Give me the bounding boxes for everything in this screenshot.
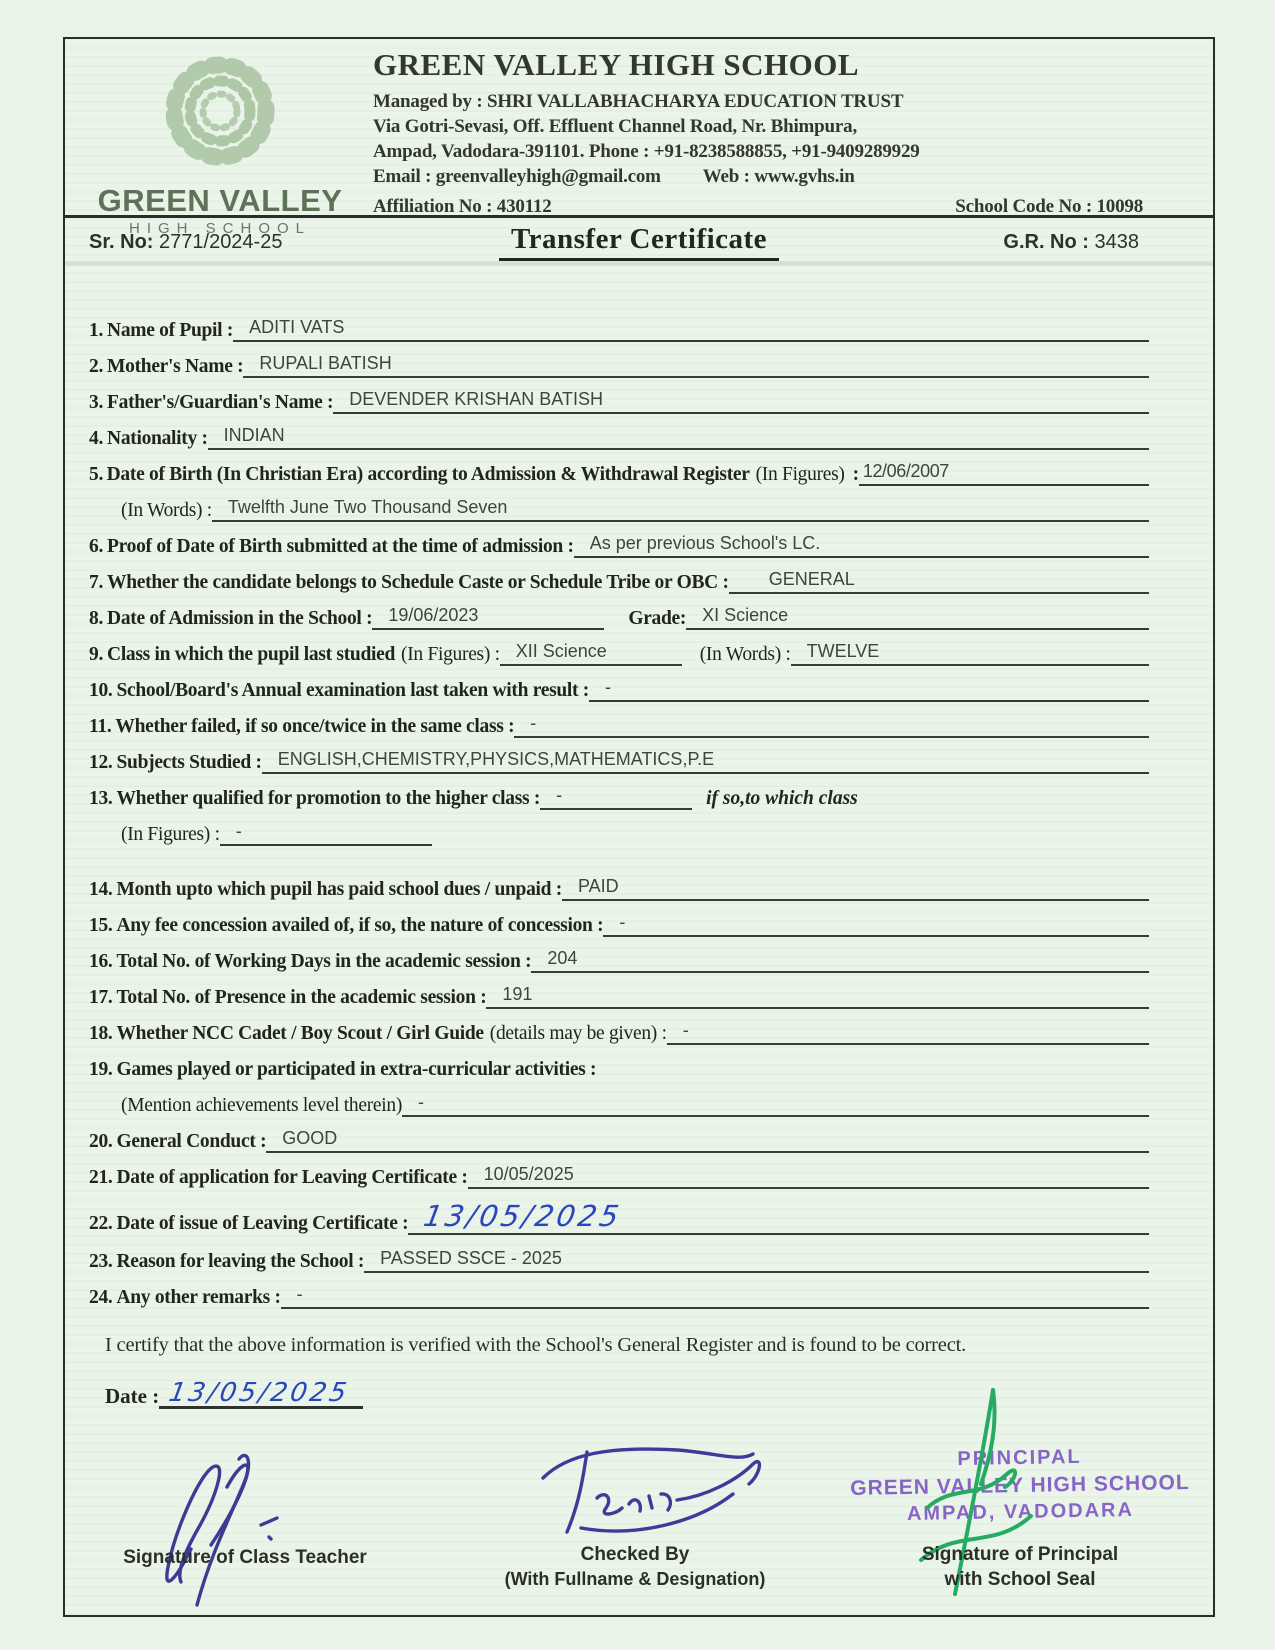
- nationality-value: INDIAN: [208, 425, 1149, 450]
- dob-figures-value: 12/06/2007: [859, 461, 1149, 486]
- field-achievements: (Mention achievements level therein) -: [65, 1093, 1213, 1117]
- header-divider: [65, 215, 1213, 218]
- field-presence-days: 17. Total No. of Presence in the academic session : 191: [65, 985, 1213, 1009]
- title-row: [65, 223, 1213, 261]
- class-words-value: TWELVE: [791, 641, 1149, 666]
- field-fee-concession: 15. Any fee concession availed of, if so, the nature of concession : -: [65, 913, 1213, 937]
- field-reason-leaving: 23. Reason for leaving the School : PASSED SSCE - 2025: [65, 1249, 1213, 1273]
- certificate-page: [63, 37, 1215, 1617]
- field-father-name: 3. Father's/Guardian's Name : DEVENDER KRISHAN BATISH: [65, 390, 1213, 414]
- achievements-value: -: [402, 1092, 1149, 1117]
- field-last-examination: 10. School/Board's Annual examination last taken with result : -: [65, 678, 1213, 702]
- last-exam-value: -: [589, 677, 1149, 702]
- application-date-value: 10/05/2025: [468, 1164, 1149, 1189]
- field-school-dues: 14. Month upto which pupil has paid school dues / unpaid : PAID: [65, 877, 1213, 901]
- serial-number: Sr. No: 2771/2024-25: [89, 230, 283, 253]
- field-name-of-pupil: 1. Name of Pupil : ADITI VATS: [65, 318, 1213, 342]
- promotion-value: -: [540, 785, 692, 810]
- field-qualified-promotion: 13. Whether qualified for promotion to the higher class : - if so,to which class: [89, 785, 858, 809]
- school-name: GREEN VALLEY HIGH SCHOOL: [373, 47, 860, 82]
- reason-value: PASSED SSCE - 2025: [364, 1248, 1149, 1273]
- field-class-last-studied: 9. Class in which the pupil last studied (In Figures) : XII Science (In Words) : TWELVE: [65, 642, 1213, 666]
- dob-words-value: Twelfth June Two Thousand Seven: [212, 497, 1149, 522]
- failed-value: -: [514, 713, 1149, 738]
- field-date-of-birth: 5. Date of Birth (In Christian Era) according to Admission & Withdrawal Register (In Figures) : 12/06/2007: [65, 462, 1213, 486]
- school-code: School Code No : 10098: [955, 196, 1143, 217]
- certificate-date-value: 13/05/2025: [159, 1382, 363, 1409]
- school-seal-stamp: PRINCIPAL GREEN VALLEY HIGH SCHOOL AMPAD, VADODARA: [850, 1445, 1190, 1525]
- website: Web : www.gvhs.in: [702, 166, 855, 187]
- father-name-value: DEVENDER KRISHAN BATISH: [333, 389, 1149, 414]
- promotion-figures-value: -: [220, 821, 432, 846]
- issue-date-value: 13/05/2025: [408, 1203, 1149, 1235]
- field-games-activities: 19. Games played or participated in extra-curricular activities :: [89, 1059, 597, 1080]
- class-teacher-label: Signature of Class Teacher: [123, 1547, 367, 1568]
- logo-title: GREEN VALLEY: [97, 183, 343, 218]
- certificate-date: Date : 13/05/2025: [65, 1371, 1213, 1409]
- field-promotion-in-figures: (In Figures) : -: [65, 822, 1213, 846]
- managed-by: Managed by : SHRI VALLABHACHARYA EDUCATION TRUST: [373, 91, 904, 112]
- pupil-name-value: ADITI VATS: [233, 317, 1149, 342]
- class-teacher-signature: [145, 1429, 295, 1614]
- page-title: Transfer Certificate: [499, 223, 779, 261]
- field-caste-category: 7. Whether the candidate belongs to Schedule Caste or Schedule Tribe or OBC : GENERAL: [65, 570, 1213, 594]
- checked-by-label: Checked By: [580, 1544, 690, 1565]
- presence-days-value: 191: [486, 984, 1149, 1009]
- mother-name-value: RUPALI BATISH: [243, 353, 1149, 378]
- header-info: [373, 47, 1203, 218]
- checked-by-signature: [525, 1434, 775, 1549]
- form-fields: [65, 318, 1213, 1421]
- school-logo: [75, 45, 365, 237]
- field-issue-date: 22. Date of issue of Leaving Certificate : 13/05/2025: [65, 1201, 1213, 1235]
- school-logo-icon: [145, 45, 295, 185]
- scan-artifact: [65, 261, 1213, 266]
- working-days-value: 204: [531, 948, 1149, 973]
- field-dob-in-words: (In Words) : Twelfth June Two Thousand Seven: [65, 498, 1213, 522]
- field-application-date: 21. Date of application for Leaving Certificate : 10/05/2025: [65, 1165, 1213, 1189]
- logo-subtitle: HIGH SCHOOL: [128, 219, 311, 237]
- gr-number: G.R. No : 3438: [1003, 230, 1139, 253]
- field-working-days: 16. Total No. of Working Days in the academic session : 204: [65, 949, 1213, 973]
- field-other-remarks: 24. Any other remarks : -: [65, 1285, 1213, 1309]
- field-general-conduct: 20. General Conduct : GOOD: [65, 1129, 1213, 1153]
- field-subjects-studied: 12. Subjects Studied : ENGLISH,CHEMISTRY,PHYSICS,MATHEMATICS,P.E: [65, 750, 1213, 774]
- field-ncc-cadet: 18. Whether NCC Cadet / Boy Scout / Girl Guide (details may be given) : -: [65, 1021, 1213, 1045]
- dues-value: PAID: [562, 876, 1149, 901]
- email: Email : greenvalleyhigh@gmail.com: [373, 166, 661, 187]
- subjects-value: ENGLISH,CHEMISTRY,PHYSICS,MATHEMATICS,P.E: [262, 749, 1149, 774]
- remarks-value: -: [281, 1284, 1149, 1309]
- grade-value: XI Science: [686, 605, 1149, 630]
- field-whether-failed: 11. Whether failed, if so once/twice in the same class : -: [65, 714, 1213, 738]
- class-figures-value: XII Science: [500, 641, 682, 666]
- affiliation-no: Affiliation No : 430112: [373, 196, 552, 217]
- checked-by-sublabel: (With Fullname & Designation): [504, 1569, 766, 1589]
- admission-date-value: 19/06/2023: [372, 605, 604, 630]
- address-line-2: Ampad, Vadodara-391101. Phone : +91-8238588855, +91-9409289929: [373, 141, 920, 162]
- principal-sublabel: with School Seal: [944, 1569, 1096, 1590]
- conduct-value: GOOD: [266, 1128, 1149, 1153]
- field-mother-name: 2. Mother's Name : RUPALI BATISH: [65, 354, 1213, 378]
- certify-statement: I certify that the above information is verified with the School's General Register and is found to be correct.: [105, 1334, 967, 1356]
- category-value: GENERAL: [729, 569, 1149, 594]
- field-nationality: 4. Nationality : INDIAN: [65, 426, 1213, 450]
- concession-value: -: [603, 912, 1149, 937]
- address-line-1: Via Gotri-Sevasi, Off. Effluent Channel Road, Nr. Bhimpura,: [373, 116, 857, 137]
- proof-dob-value: As per previous School's LC.: [574, 533, 1149, 558]
- field-date-of-admission: 8. Date of Admission in the School : 19/06/2023 Grade: XI Science: [65, 606, 1213, 630]
- principal-label: Signature of Principal: [921, 1544, 1119, 1565]
- ncc-value: -: [667, 1020, 1149, 1045]
- field-proof-of-dob: 6. Proof of Date of Birth submitted at the time of admission : As per previous School's LC.: [65, 534, 1213, 558]
